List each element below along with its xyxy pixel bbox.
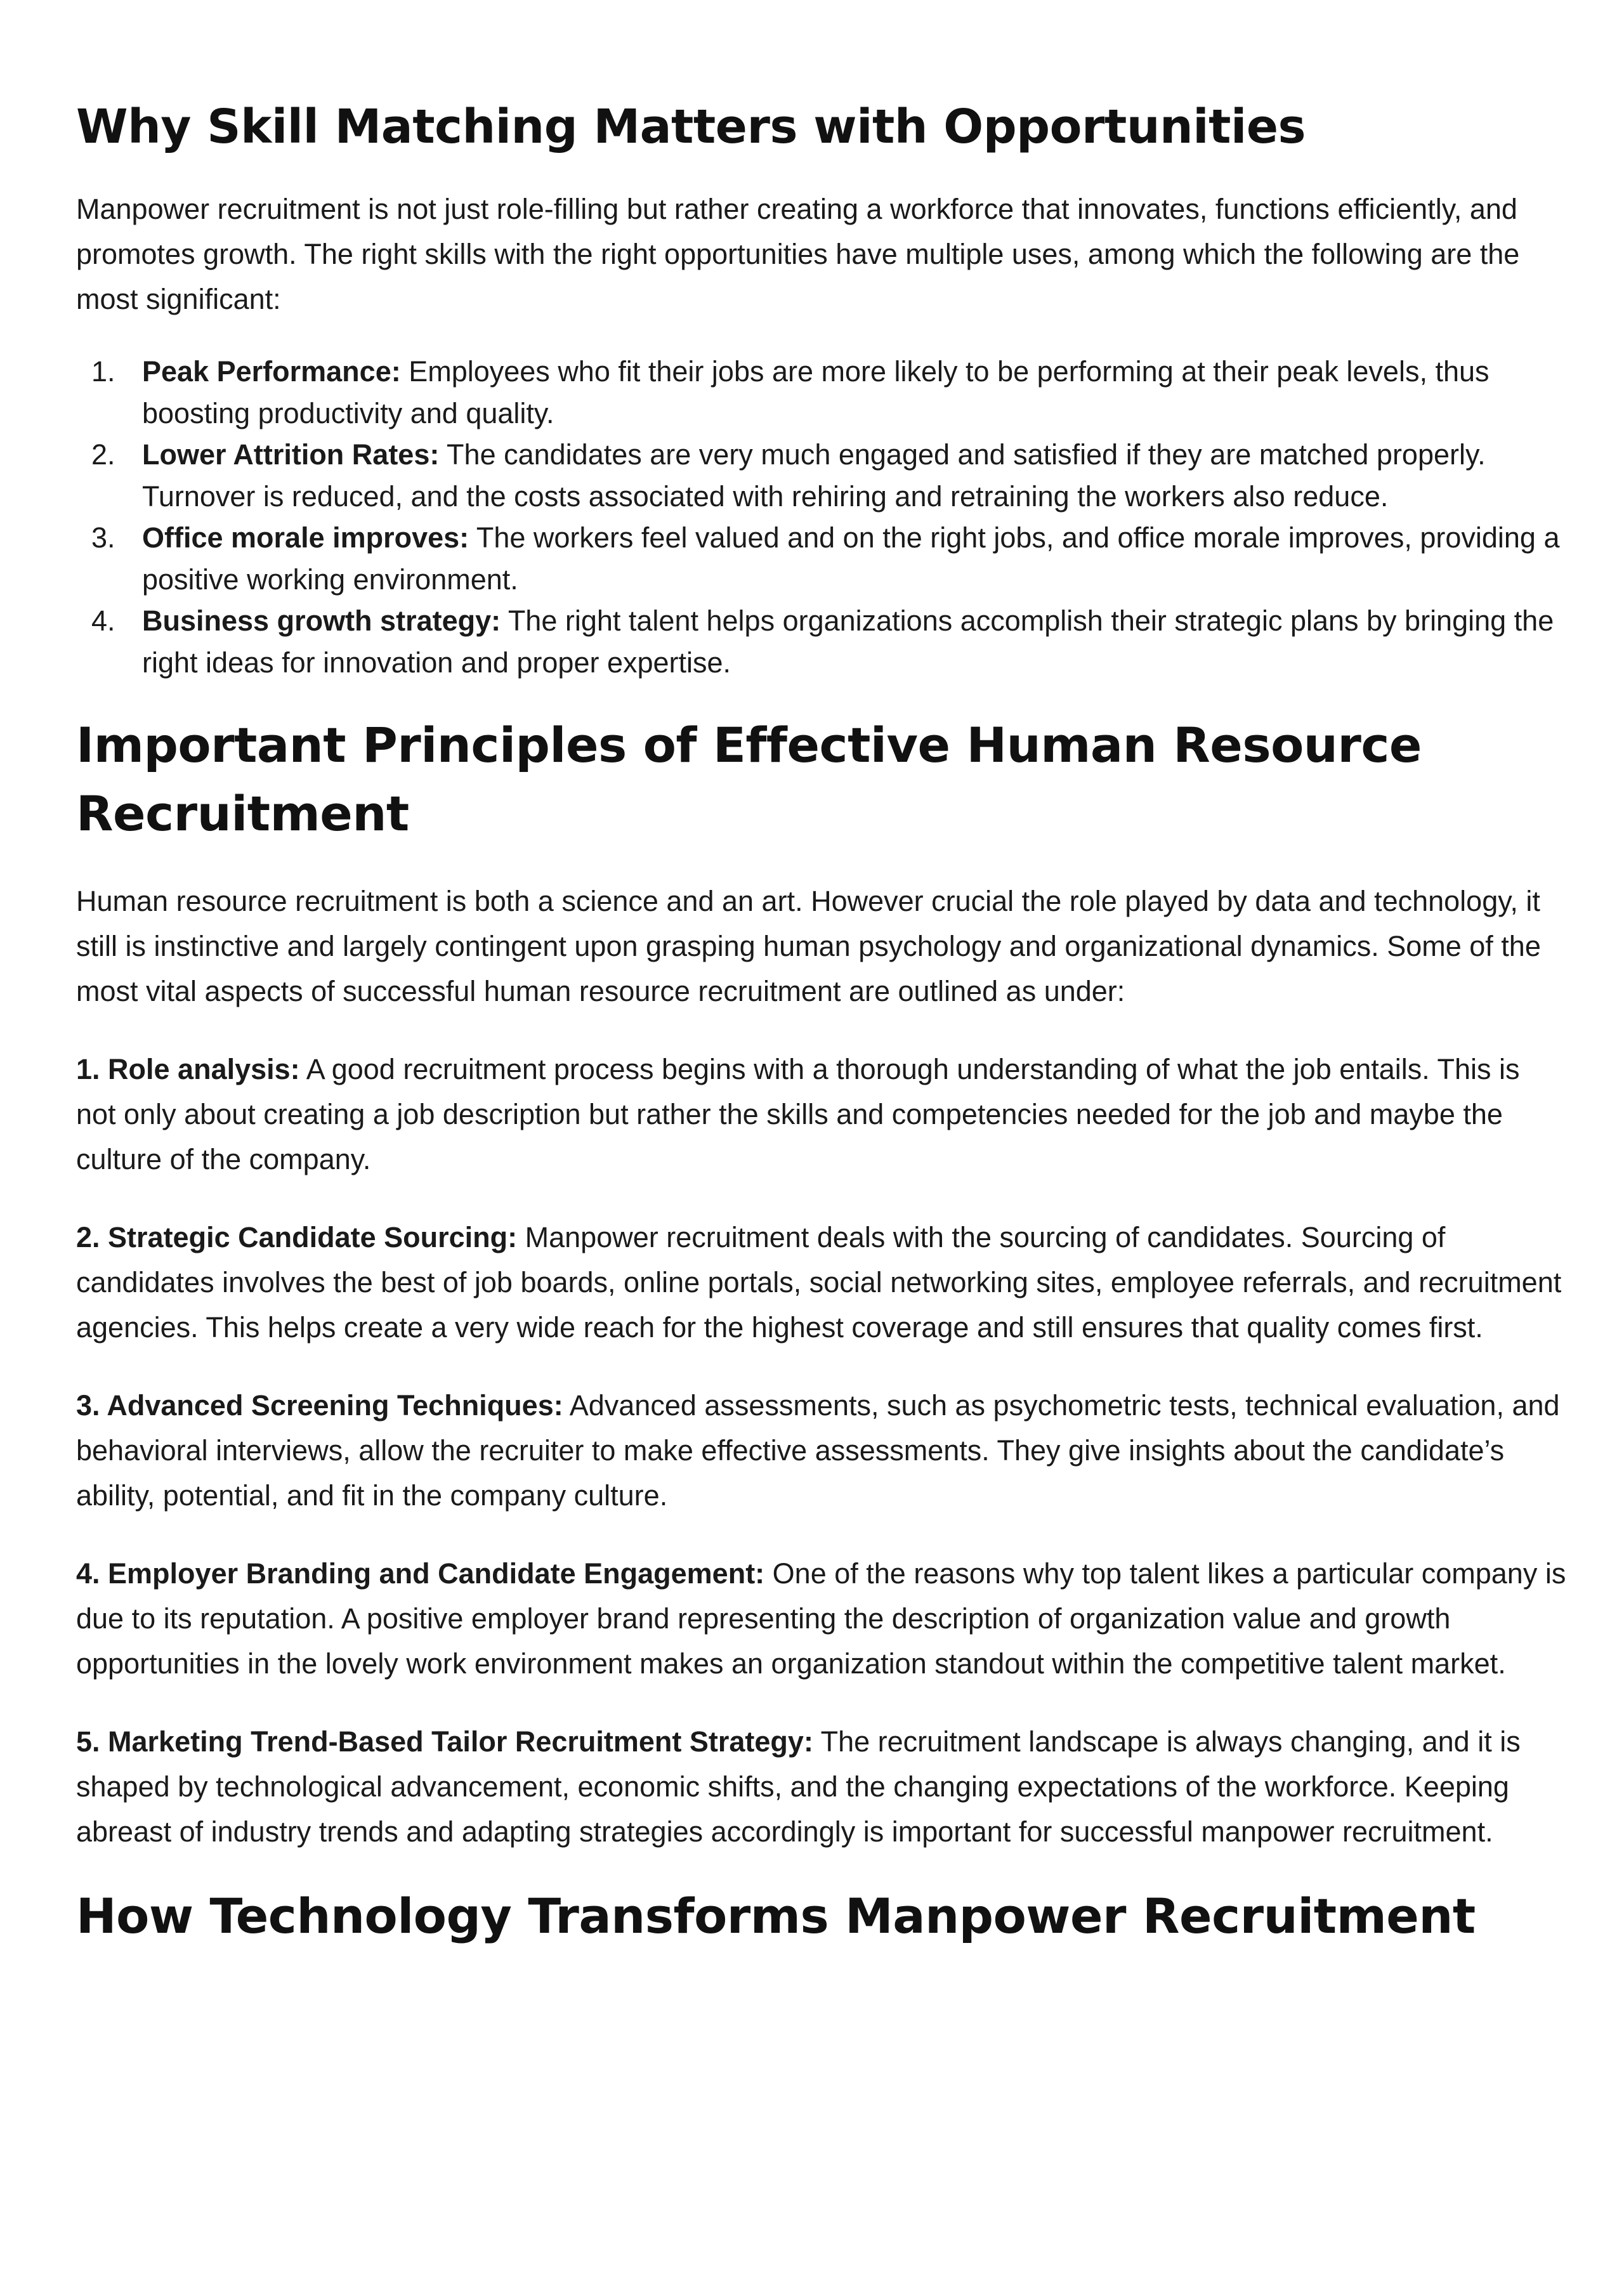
principle-paragraph: [76, 1551, 1567, 1686]
principle-text: One of the reasons why top talent likes a particular company is due to its reputation. A positive employer brand representing the description of organization value and growth opportunities in the lovely work environment makes an organization standout within the competitive talent market.: [76, 1557, 1566, 1680]
section-heading-technology: How Technology Transforms Manpower Recruitment: [76, 1888, 1476, 1944]
list-item-number: 2.: [91, 438, 115, 471]
skill-matching-list: [76, 351, 1567, 683]
principles-intro: Human resource recruitment is both a science and an art. However crucial the role played by data and technology, it still is instinctive and largely contingent upon grasping human psychology and organizational dynamics. Some of the most vital aspects of successful human resource recruitment are outlined as under:: [76, 885, 1541, 1007]
skill-matching-intro: Manpower recruitment is not just role-filling but rather creating a workforce that innovates, functions efficiently, and promotes growth. The right skills with the right opportunities have multiple uses, among which the following are the most significant:: [76, 193, 1520, 315]
list-item-number: 1.: [91, 355, 115, 388]
list-item-extra-line: Turnover is reduced, and the costs associated with rehiring and retraining the workers also reduce.: [142, 480, 1389, 513]
list-item-number: 3.: [91, 521, 115, 554]
principle-title: 1. Role analysis:: [76, 1053, 300, 1085]
list-item-title: Office morale improves:: [142, 521, 469, 554]
section-heading-principles: Important Principles of Effective Human Resource Recruitment: [76, 717, 1422, 842]
list-item: [76, 351, 1567, 434]
list-item-text: The right talent helps organizations accomplish their strategic plans by bringing the right ideas for innovation and proper expertise.: [142, 605, 1554, 679]
list-item: [76, 434, 1567, 517]
list-item-number: 4.: [91, 605, 115, 637]
list-item-title: Lower Attrition Rates:: [142, 438, 440, 471]
list-item: [76, 517, 1567, 600]
principle-text: The recruitment landscape is always changing, and it is shaped by technological advancement, economic shifts, and the changing expectations of the workforce. Keeping abreast of industry trends and adapting strategies accordingly is important for successful manpower recruitment.: [76, 1725, 1521, 1848]
list-item: [76, 600, 1567, 683]
list-item-text: The workers feel valued and on the right jobs, and office morale improves, providing a positive working environment.: [142, 521, 1560, 596]
principle-paragraph: [76, 1215, 1567, 1350]
list-item-text: The candidates are very much engaged and satisfied if they are matched properly.: [439, 438, 1486, 471]
list-item-title: Business growth strategy:: [142, 605, 501, 637]
principle-title: 5. Marketing Trend-Based Tailor Recruitment Strategy:: [76, 1725, 813, 1758]
principle-title: 3. Advanced Screening Techniques:: [76, 1389, 563, 1422]
principle-title: 4. Employer Branding and Candidate Engagement:: [76, 1557, 765, 1590]
list-item-title: Peak Performance:: [142, 355, 401, 388]
principle-text: A good recruitment process begins with a thorough understanding of what the job entails. This is not only about creating a job description but rather the skills and competencies needed for the job and maybe the culture of the company.: [76, 1053, 1520, 1175]
principle-text: Advanced assessments, such as psychometric tests, technical evaluation, and behavioral interviews, allow the recruiter to make effective assessments. They give insights about the candidate’s ability, potential, and fit in the company culture.: [76, 1389, 1560, 1512]
article: [76, 95, 1567, 1951]
principle-paragraph: [76, 1719, 1567, 1854]
principle-paragraph: [76, 1383, 1567, 1518]
list-item-text: Employees who fit their jobs are more likely to be performing at their peak levels, thus boosting productivity and quality.: [142, 355, 1490, 429]
principle-text: Manpower recruitment deals with the sourcing of candidates. Sourcing of candidates involves the best of job boards, online portals, social networking sites, employee referrals, and recruitment agencies. This helps create a very wide reach for the highest coverage and still ensures that quality comes first.: [76, 1221, 1562, 1344]
principle-paragraph: [76, 1047, 1567, 1182]
principle-title: 2. Strategic Candidate Sourcing:: [76, 1221, 518, 1253]
section-heading-skill-matching: Why Skill Matching Matters with Opportunities: [76, 100, 1306, 154]
